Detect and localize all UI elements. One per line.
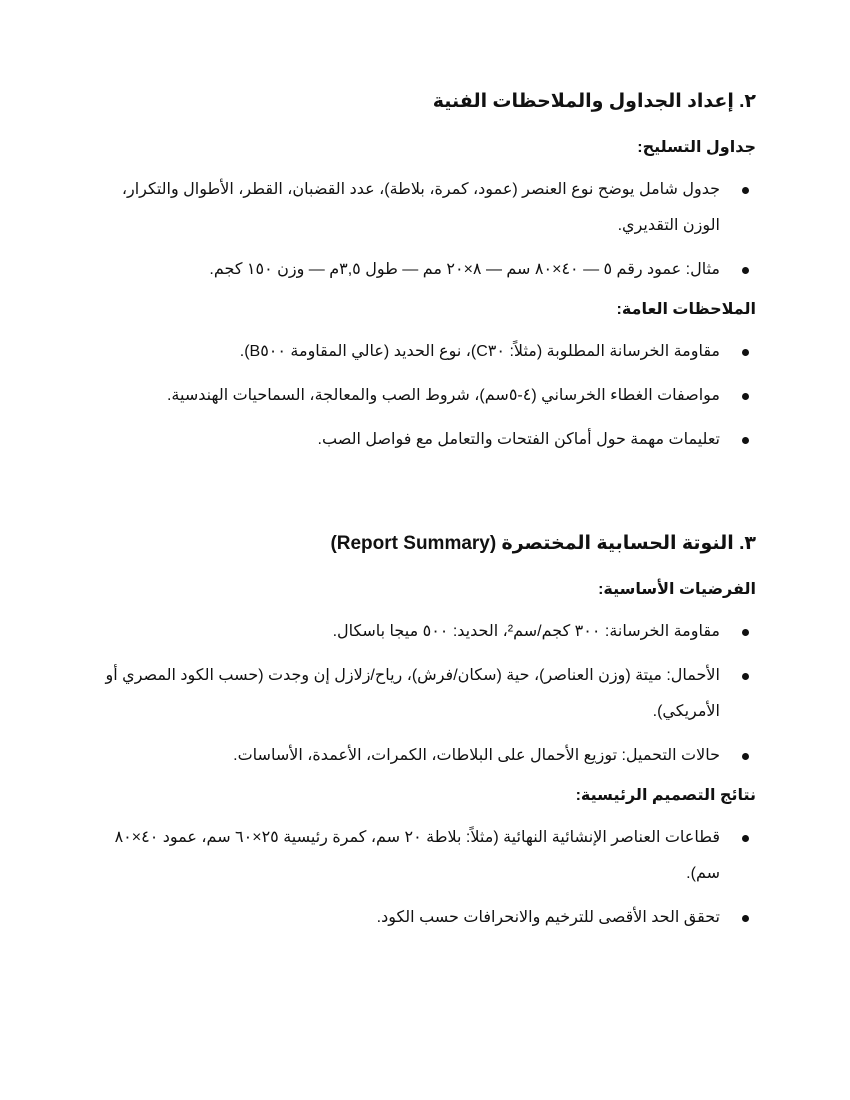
- design-results-list: [100, 820, 756, 936]
- general-notes-heading: الملاحظات العامة:: [616, 301, 756, 318]
- list-item: مثال: عمود رقم ٥ — ٤٠×٨٠ سم — ٨×٢٠ مم — طول ٣,٥م — وزن ١٥٠ كجم.: [100, 252, 756, 288]
- list-item: تحقق الحد الأقصى للترخيم والانحرافات حسب الكود.: [100, 900, 756, 936]
- rebar-tables-list: [100, 172, 756, 288]
- design-results-heading: نتائج التصميم الرئيسية:: [575, 787, 756, 804]
- assumptions-list: [100, 614, 756, 774]
- list-item: قطاعات العناصر الإنشائية النهائية (مثلاً: بلاطة ٢٠ سم، كمرة رئيسية ٢٥×٦٠ سم، عمود ٤٠×٨٠ سم).: [100, 820, 756, 892]
- list-item: جدول شامل يوضح نوع العنصر (عمود، كمرة، بلاطة)، عدد القضبان، القطر، الأطوال والتكرار، الوزن التقديري.: [100, 172, 756, 244]
- list-item: مقاومة الخرسانة: ٣٠٠ كجم/سم²، الحديد: ٥٠٠ ميجا باسكال.: [100, 614, 756, 650]
- list-item: تعليمات مهمة حول أماكن الفتحات والتعامل مع فواصل الصب.: [100, 422, 756, 458]
- list-item: الأحمال: ميتة (وزن العناصر)، حية (سكان/فرش)، رياح/زلازل إن وجدت (حسب الكود المصري أو الأمريكي).: [100, 658, 756, 730]
- document-page: [100, 88, 756, 944]
- rebar-tables-heading: جداول التسليح:: [637, 139, 756, 156]
- section-2-title: ٢. إعداد الجداول والملاحظات الفنية: [432, 91, 756, 112]
- list-item: مواصفات الغطاء الخرساني (٤-٥سم)، شروط الصب والمعالجة، السماحيات الهندسية.: [100, 378, 756, 414]
- list-item: مقاومة الخرسانة المطلوبة (مثلاً: C٣٠)، نوع الحديد (عالي المقاومة B٥٠٠).: [100, 334, 756, 370]
- general-notes-list: [100, 334, 756, 458]
- assumptions-heading: الفرضيات الأساسية:: [598, 581, 756, 598]
- section-3-title: ٣. النوتة الحسابية المختصرة (Report Summary): [330, 533, 756, 554]
- list-item: حالات التحميل: توزيع الأحمال على البلاطات، الكمرات، الأعمدة، الأساسات.: [100, 738, 756, 774]
